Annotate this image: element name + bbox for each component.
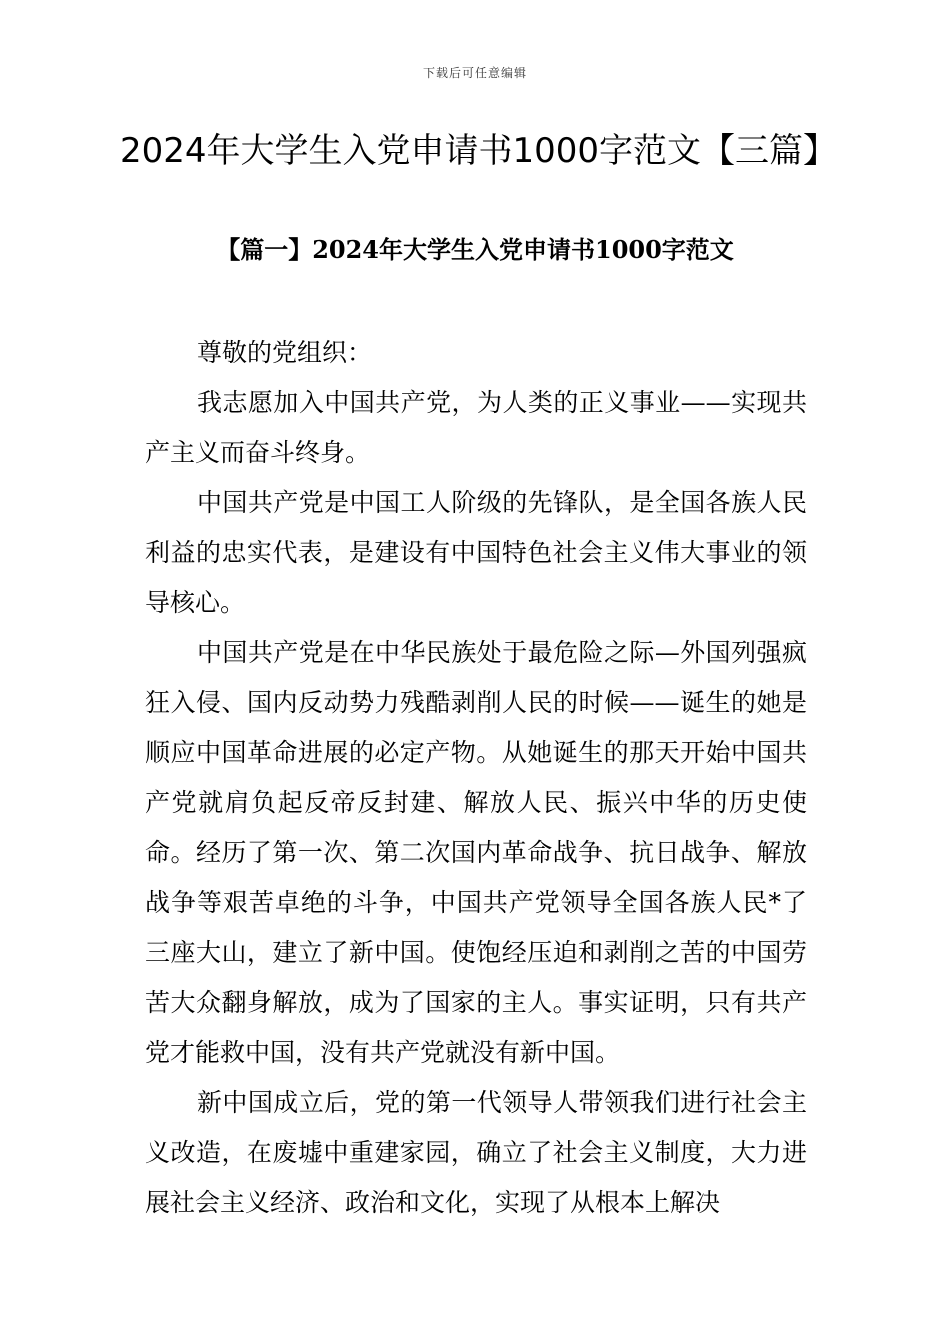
paragraph: 我志愿加入中国共产党，为人类的正义事业——实现共产主义而奋斗终身。 (145, 388, 807, 467)
document-body (145, 328, 807, 1228)
paragraph: 中国共产党是中国工人阶级的先锋队，是全国各族人民利益的忠实代表，是建设有中国特色社会主义伟大事业的领导核心。 (145, 488, 807, 617)
header-note: 下载后可任意编辑 (422, 66, 527, 80)
paragraph: 中国共产党是在中华民族处于最危险之际—外国列强疯狂入侵、国内反动势力残酷剥削人民的时候——诞生的她是顺应中国革命进展的必定产物。从她诞生的那天开始中国共产党就肩负起反帝反封建、解放人民、振兴中华的历史使命。经历了第一次、第二次国内革命战争、抗日战争、解放战争等艰苦卓绝的斗争，中国共产党领导全国各族人民*了三座大山，建立了新中国。使饱经压迫和剥削之苦的中国劳苦大众翻身解放，成为了国家的主人。事实证明，只有共产党才能救中国，没有共产党就没有新中国。 (145, 638, 807, 1067)
paragraph: 新中国成立后，党的第一代领导人带领我们进行社会主义改造，在废墟中重建家园，确立了社会主义制度，大力进展社会主义经济、政治和文化，实现了从根本上解决 (145, 1088, 807, 1217)
salutation: 尊敬的党组织： (197, 338, 373, 367)
document-title: 2024年大学生入党申请书1000字范文【三篇】 (120, 131, 838, 171)
section-title: 【篇一】2024年大学生入党申请书1000字范文 (216, 235, 734, 264)
